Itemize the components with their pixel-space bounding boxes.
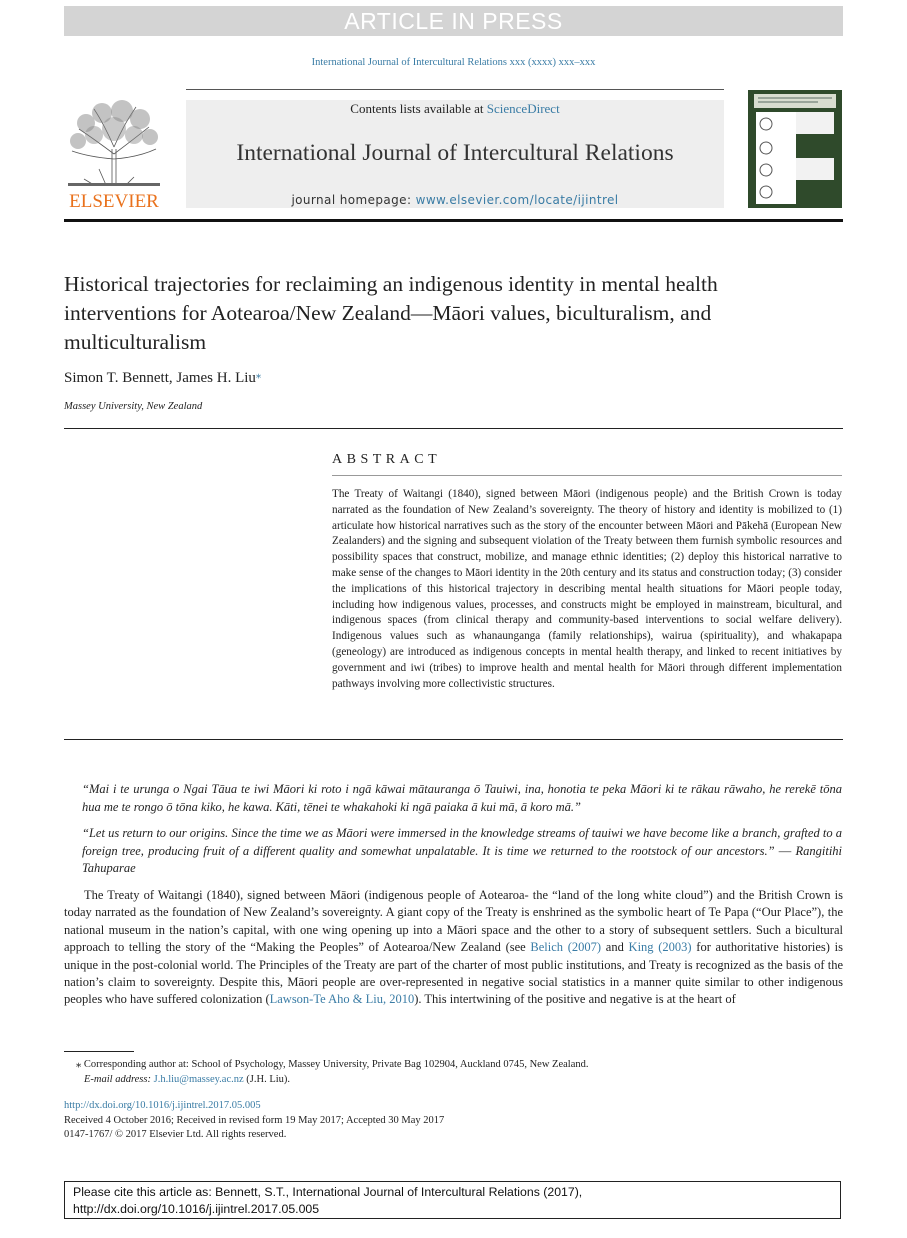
body-text-2: for authoritative histories) is unique in the post-colonial world. The Principles of the Treaty are part of the charter of most public institutions, and Treaty is recognized as the basis of the nation’s claim to sovereignty. Despite this, Māori people are over-represented in negative social statistics in a manner quite similar to other indigenous peoples who have suffered colonization ( [64, 940, 843, 1007]
sciencedirect-link[interactable]: ScienceDirect [486, 101, 560, 116]
header-top-rule [186, 89, 724, 90]
corresponding-author-mark[interactable]: ⁎ [255, 370, 261, 381]
copyright: 0147-1767/ © 2017 Elsevier Ltd. All rights reserved. [64, 1129, 287, 1140]
footnote-rule [64, 1051, 134, 1052]
quote-dash: — [774, 843, 796, 858]
author-line [64, 370, 261, 387]
citation-line-1: Please cite this article as: Bennett, S.T., International Journal of Intercultural Relations (2017), [73, 1185, 583, 1199]
abstract-text: The Treaty of Waitangi (1840), signed between Māori (indigenous people) and the British Crown is today narrated as the foundation of New Zealand’s sovereignty. The theory of history and identity is mobilized to (1) articulate how historical narratives such as the story of the encounter between Māori and Pākehā (European New Zealanders) and the signing and subsequent violation of the Treaty between them furnish symbolic resources and possibility spaces that construct, mobilize, and manage ethnic identities; (2) deploy this historical narrative to make sense of the changes to Māori identity in the 20th century and its status and construction today; (3) consider the implications of this historical trajectory in describing mental health situations for Māori people today, including how indigenous values, processes, and constructs might be employed in mainstream, bicultural, and indigenous spaces (from clinical therapy and community-based interventions to social welfare delivery). Indigenous values such as whanaunganga (family relationships), wairua (spirituality), and whakapapa (geneology) are introduced as indigenous concepts in mental health therapy, and linked to recent initiatives by government and iwi (tribes) to improve health and mental health for Māori through different implementation pathways involving more collectivistic structures. [332, 488, 842, 690]
citation-line-2[interactable]: http://dx.doi.org/10.1016/j.ijintrel.2017.05.005 [73, 1201, 320, 1216]
ref-lawson-te-aho[interactable]: Lawson-Te Aho & Liu, 2010 [269, 992, 415, 1007]
quote-attribution: Rangitihi Tahuparae [82, 843, 843, 875]
elsevier-wordmark: ELSEVIER [69, 191, 159, 211]
body-paragraph [64, 887, 843, 1009]
received-dates: Received 4 October 2016; Received in revised form 19 May 2017; Accepted 30 May 2017 [64, 1114, 445, 1126]
body-text-1: The Treaty of Waitangi (1840), signed between Māori (indigenous people of Aotearoa- the “land of the long white cloud”) and the British Crown is today narrated as the foundation of New Zealand’s sovereignty. A giant copy of the Treaty is enshrined as the symbolic heart of Te Papa (“Our Place”), the national museum in the nation’s capital, with one wing opening up into a Māori space and the other to a story of subsequent settlers. Such a bicultural approach to telling the story of the “Making the Peoples” of Aotearoa/New Zealand (see [64, 888, 843, 955]
footnote [64, 1057, 843, 1087]
publication-info [64, 1099, 843, 1143]
homepage-line [186, 193, 724, 207]
citation-box [64, 1181, 841, 1219]
email-suffix: (J.H. Liu). [243, 1074, 291, 1085]
english-quote [82, 825, 842, 878]
contents-prefix: Contents lists available at [350, 101, 487, 116]
body-text-3: ). This intertwining of the positive and negative is at the heart of [414, 992, 736, 1007]
authors: Simon T. Bennett, James H. Liu [64, 370, 256, 386]
english-quote-text: “Let us return to our origins. Since the time we as Māori were immersed in the knowledge streams of tauiwi we have become like a branch, grafted to a foreign tree, producing fruit of a different quality and somewhat unpalatable. It is time we returned to the rootstock of our ancestors.” [82, 826, 842, 858]
homepage-prefix: journal homepage: [291, 193, 416, 207]
elsevier-logo[interactable] [64, 99, 164, 211]
section-rule-bottom [64, 739, 843, 740]
journal-title: International Journal of Intercultural Relations [236, 140, 674, 166]
header-rule [64, 219, 843, 222]
body-and: and [601, 940, 629, 955]
footnote-corresponding-text: Corresponding author at: School of Psychology, Massey University, Private Bag 102904, Auckland 0745, New Zealand. [81, 1059, 589, 1070]
affiliation: Massey University, New Zealand [64, 401, 203, 412]
homepage-link[interactable]: www.elsevier.com/locate/ijintrel [415, 193, 619, 207]
journal-reference[interactable]: International Journal of Intercultural Relations xxx (xxxx) xxx–xxx [311, 57, 596, 68]
email-link[interactable]: J.h.liu@massey.ac.nz [153, 1074, 244, 1085]
maori-quote: “Mai i te urunga o Ngai Tāua te iwi Māori ki roto i ngā kāwai mātauranga ō Tauiwi, ina, honotia te peka Māori ki te rākau rāwaho, he rerekē tōna hua me te rongo ō tōna kiko, he kawa. Kāti, tēnei te whakahoki ki ngā paiaka ā kui mā, ā koro mā.” [82, 782, 842, 814]
contents-line [186, 101, 724, 117]
elsevier-tree-icon [64, 99, 164, 211]
email-label: E-mail address: [84, 1074, 154, 1085]
footnote-corresponding [64, 1057, 843, 1072]
article-in-press-banner: ARTICLE IN PRESS [64, 6, 843, 36]
journal-cover-image[interactable] [748, 90, 842, 208]
journal-cover-icon [748, 90, 842, 208]
doi-link[interactable]: http://dx.doi.org/10.1016/j.ijintrel.2017.05.005 [64, 1100, 261, 1111]
section-rule-top [64, 428, 843, 429]
abstract-heading: ABSTRACT [332, 452, 442, 467]
footnote-email [64, 1072, 843, 1087]
abstract-heading-rule [332, 475, 842, 476]
ref-king[interactable]: King (2003) [628, 940, 692, 955]
footnote-mark: ⁎ [76, 1059, 82, 1070]
article-title: Historical trajectories for reclaiming an indigenous identity in mental health interventions for Aotearoa/New Zealand—Māori values, biculturalism, and multiculturalism [64, 272, 718, 354]
ref-belich[interactable]: Belich (2007) [530, 940, 602, 955]
